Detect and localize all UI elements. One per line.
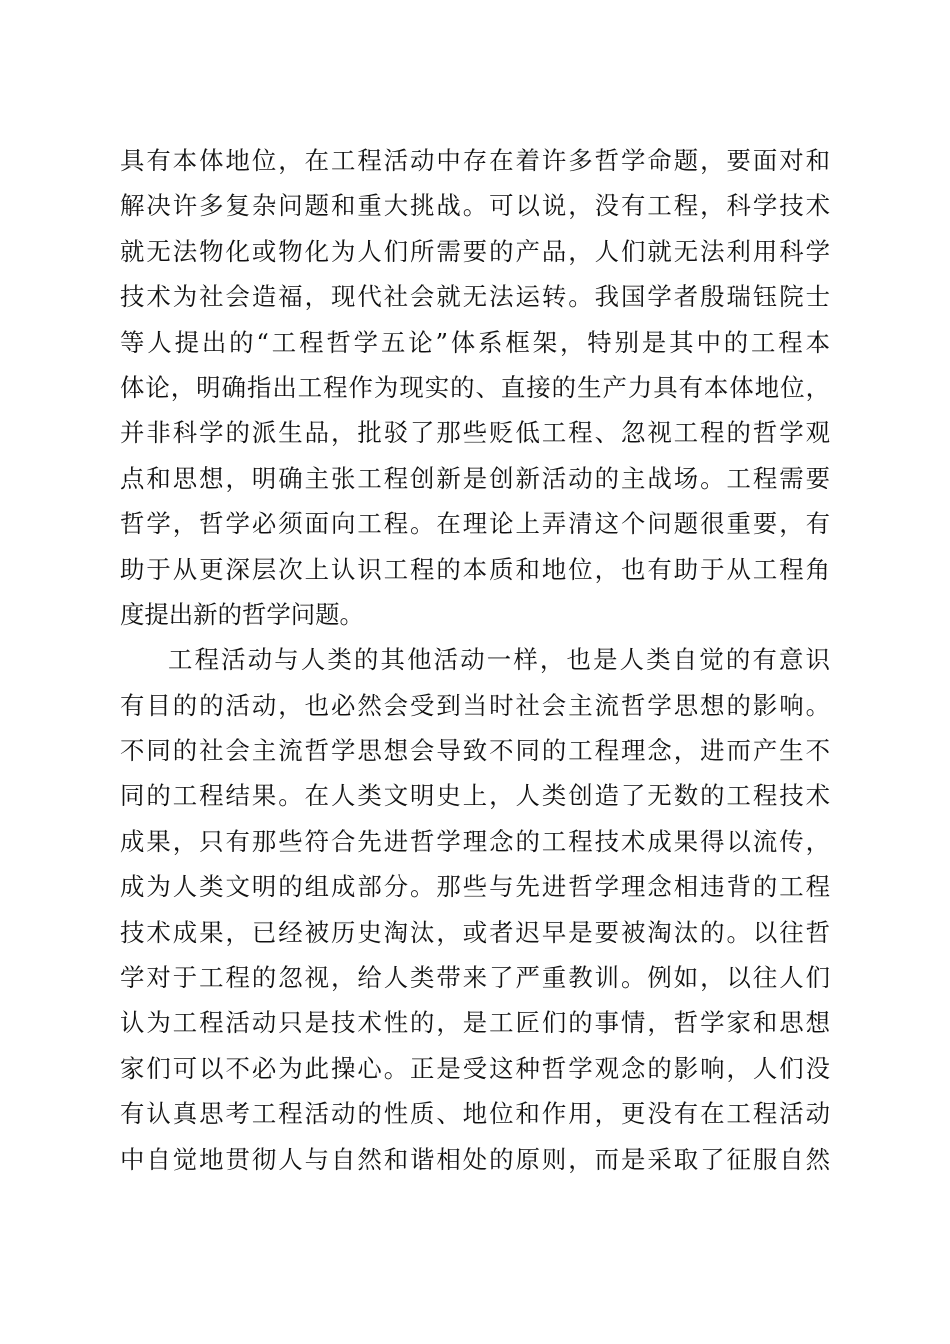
- text-line: 度提出新的哲学问题。: [120, 599, 364, 629]
- text-line: 等人提出的“工程哲学五论”体系框架，特别是其中的工程本: [120, 327, 830, 357]
- text-line: 成果，只有那些符合先进哲学理念的工程技术成果得以流传，: [120, 826, 830, 856]
- text-line: 哲学，哲学必须面向工程。在理论上弄清这个问题很重要，有: [120, 509, 830, 539]
- text-line: 家们可以不必为此操心。正是受这种哲学观念的影响，人们没: [120, 1053, 830, 1083]
- text-line: 技术为社会造福，现代社会就无法运转。我国学者殷瑞钰院士: [120, 282, 830, 312]
- text-line: 有目的的活动，也必然会受到当时社会主流哲学思想的影响。: [120, 690, 830, 720]
- text-line: 有认真思考工程活动的性质、地位和作用，更没有在工程活动: [120, 1099, 830, 1129]
- paragraph-2: [120, 637, 830, 1182]
- text-line: 成为人类文明的组成部分。那些与先进哲学理念相违背的工程: [120, 872, 830, 902]
- text-line: 就无法物化或物化为人们所需要的产品，人们就无法利用科学: [120, 236, 830, 266]
- text-line: 学对于工程的忽视，给人类带来了严重教训。例如，以往人们: [120, 963, 830, 993]
- text-line: 体论，明确指出工程作为现实的、直接的生产力具有本体地位，: [120, 372, 830, 402]
- text-line: 工程活动与人类的其他活动一样，也是人类自觉的有意识: [168, 645, 830, 675]
- text-line: 认为工程活动只是技术性的，是工匠们的事情，哲学家和思想: [120, 1008, 830, 1038]
- text-line: 同的工程结果。在人类文明史上，人类创造了无数的工程技术: [120, 781, 830, 811]
- text-line: 技术成果，已经被历史淘汰，或者迟早是要被淘汰的。以往哲: [120, 917, 830, 947]
- text-line: 并非科学的派生品，批驳了那些贬低工程、忽视工程的哲学观: [120, 418, 830, 448]
- text-line: 具有本体地位，在工程活动中存在着许多哲学命题，要面对和: [120, 146, 830, 175]
- text-line: 解决许多复杂问题和重大挑战。可以说，没有工程，科学技术: [120, 191, 830, 221]
- text-line: 不同的社会主流哲学思想会导致不同的工程理念，进而产生不: [120, 736, 830, 766]
- text-line: 点和思想，明确主张工程创新是创新活动的主战场。工程需要: [120, 463, 830, 493]
- document-page: [120, 138, 830, 1238]
- text-line: 助于从更深层次上认识工程的本质和地位，也有助于从工程角: [120, 554, 830, 584]
- text-line: 中自觉地贯彻人与自然和谐相处的原则，而是采取了征服自然: [120, 1144, 830, 1174]
- paragraph-1: [120, 138, 830, 637]
